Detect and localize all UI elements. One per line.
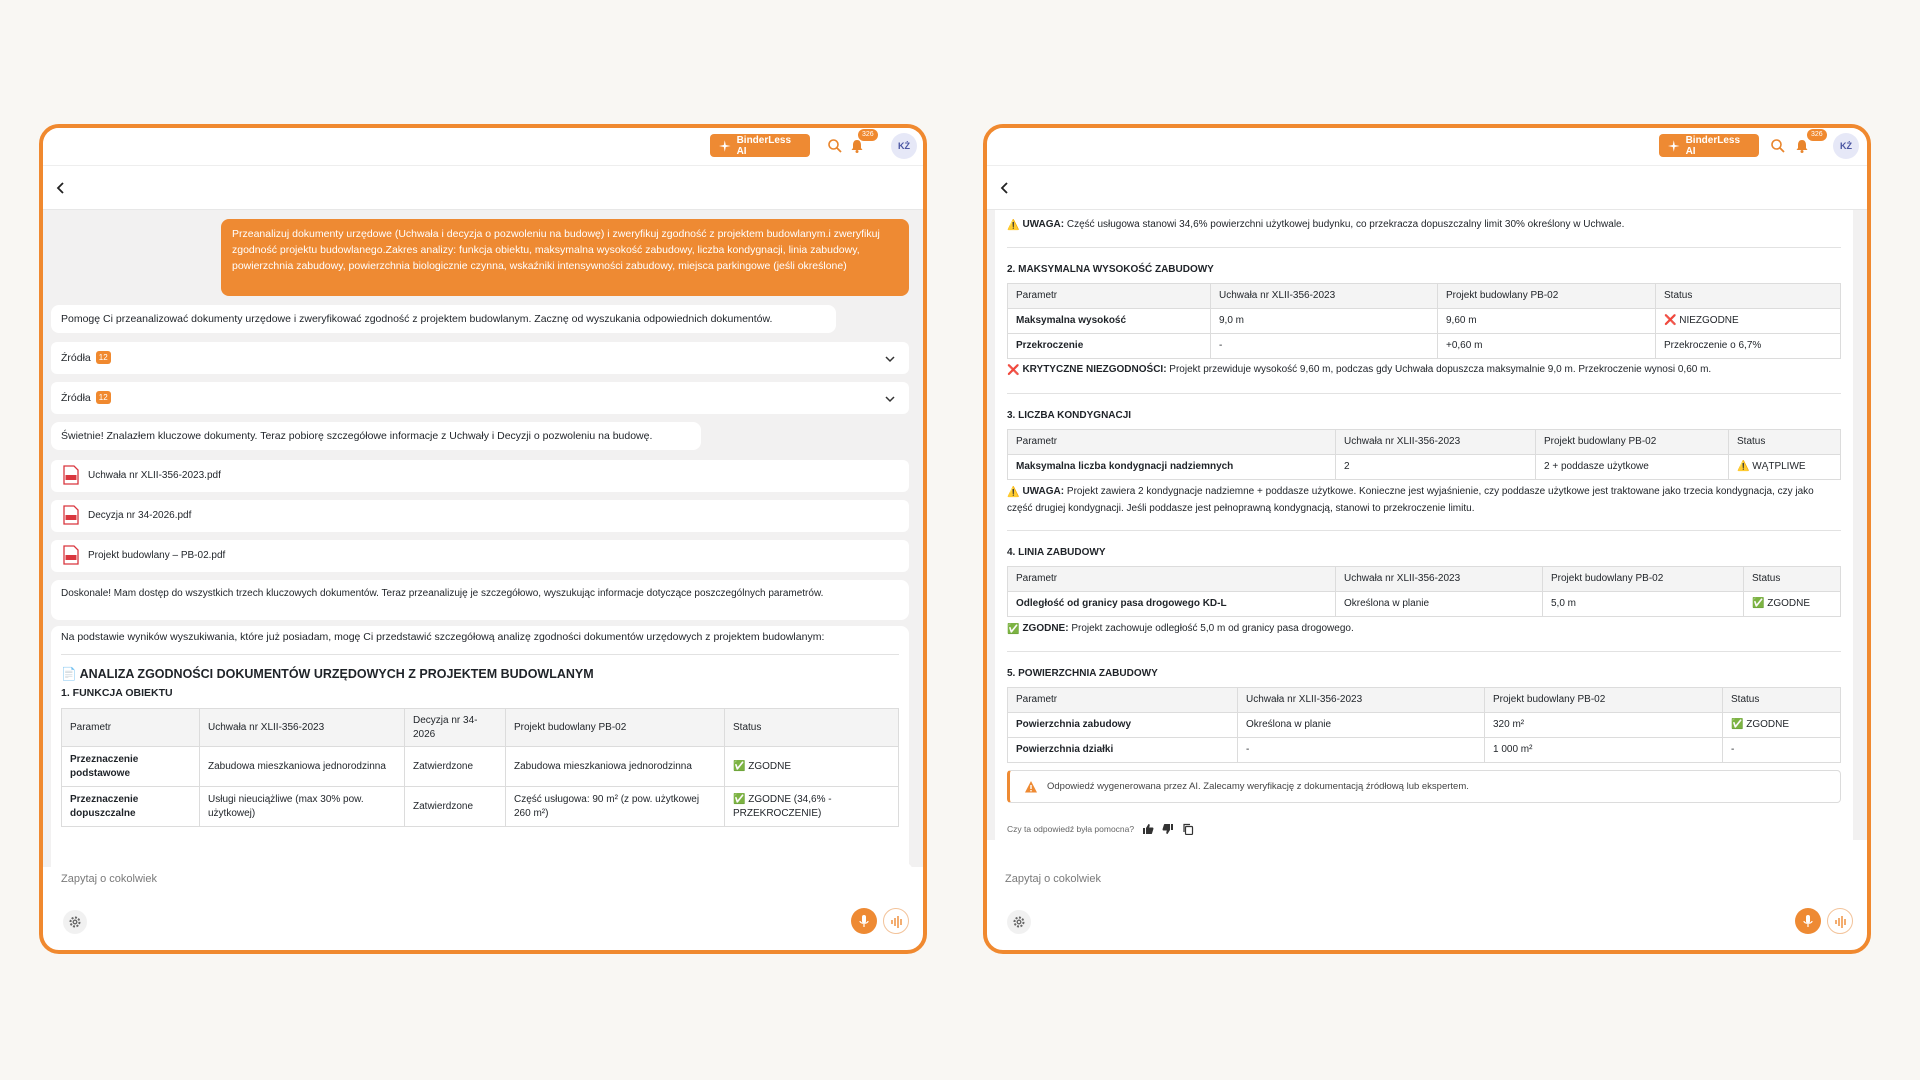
table-cell: Część usługowa: 90 m² (z pow. użytkowej 260 m²)	[506, 787, 725, 827]
table-cell: Zatwierdzone	[405, 787, 506, 827]
warning-icon: ⚠️	[1007, 487, 1020, 498]
sources-count-badge: 12	[96, 391, 111, 404]
divider	[1007, 247, 1841, 248]
settings-button[interactable]	[63, 910, 87, 934]
ai-disclaimer-text: Odpowiedź wygenerowana przez AI. Zalecamy weryfikację z dokumentacją źródłową lub ekspertem.	[1047, 781, 1469, 792]
file-name: Uchwała nr XLII-356-2023.pdf	[88, 470, 221, 481]
table-header: Projekt budowlany PB-02	[1536, 430, 1729, 455]
table-header: Status	[1744, 567, 1841, 592]
section-heading: 1. FUNKCJA OBIEKTU	[61, 687, 173, 699]
composer-input[interactable]: Zapytaj o cokolwiek	[1005, 873, 1101, 885]
analysis-message	[51, 626, 909, 867]
pdf-file-icon	[63, 545, 79, 565]
table-row	[62, 787, 899, 827]
settings-button[interactable]	[1007, 910, 1031, 934]
status-cell: Przekroczenie o 6,7%	[1656, 334, 1841, 359]
table-cell: -	[1211, 334, 1438, 359]
table-cell: 1 000 m²	[1485, 738, 1723, 763]
file-attachment[interactable]	[51, 540, 909, 572]
check-icon: ✅	[1007, 624, 1020, 635]
ok-note: ✅ ZGODNE: Projekt zachowuje odległość 5,0 m od granicy pasa drogowego.	[1007, 621, 1354, 638]
table-row	[1008, 713, 1841, 738]
cross-icon: ❌	[1007, 365, 1020, 376]
file-name: Decyzja nr 34-2026.pdf	[88, 510, 192, 521]
table-row	[1008, 334, 1841, 359]
divider	[1007, 393, 1841, 394]
table-header: Status	[1656, 284, 1841, 309]
table-cell: Maksymalna wysokość	[1008, 309, 1211, 334]
back-arrow-icon[interactable]	[997, 180, 1013, 196]
table-row	[1008, 309, 1841, 334]
chat-thread	[987, 210, 1867, 840]
section-heading: 3. LICZBA KONDYGNACJI	[1007, 410, 1132, 421]
composer-input[interactable]: Zapytaj o cokolwiek	[61, 873, 157, 885]
status-cell: ⚠️ WĄTPLIWE	[1729, 455, 1841, 480]
table-header: Status	[725, 709, 899, 747]
back-arrow-icon[interactable]	[53, 180, 69, 196]
search-icon[interactable]	[827, 138, 843, 154]
file-attachment[interactable]	[51, 460, 909, 492]
assistant-message: Świetnie! Znalazłem kluczowe dokumenty. Teraz pobiorę szczegółowe informacje z Uchwały i Decyzji o pozwoleniu na budowę.	[51, 422, 701, 450]
divider	[1007, 651, 1841, 652]
message-composer[interactable]	[997, 862, 1857, 942]
warning-triangle-icon	[1024, 780, 1038, 794]
warning-note: ⚠️ UWAGA: Projekt zawiera 2 kondygnacje nadziemne + poddasze użytkowe. Konieczne jest wyjaśnienie, czy poddasze użytkowe jest traktowane jako trzecia kondygnacja, czy jako część drugiej kondygnacji. Jeśli poddasze jest pełnoprawną kondygnacją, stanowi to przekroczenie limitu.	[1007, 486, 1814, 514]
table-header: Uchwała nr XLII-356-2023	[1238, 688, 1485, 713]
status-cell: ✅ ZGODNE	[725, 747, 899, 787]
table-cell: +0,60 m	[1438, 334, 1656, 359]
microphone-icon	[1801, 914, 1815, 928]
status-cell: ❌ NIEZGODNE	[1656, 309, 1841, 334]
binderless-ai-button[interactable]	[710, 134, 810, 157]
table-cell: 320 m²	[1485, 713, 1723, 738]
gear-icon	[68, 915, 82, 929]
message-composer[interactable]	[53, 862, 913, 942]
table-cell: 5,0 m	[1543, 592, 1744, 617]
notification-count-badge: 326	[858, 129, 878, 141]
avatar[interactable]: KŻ	[891, 133, 917, 159]
sub-bar	[43, 166, 923, 210]
status-cell: ✅ ZGODNE	[1723, 713, 1841, 738]
table-cell: Usługi nieuciążliwe (max 30% pow. użytkowej)	[200, 787, 405, 827]
building-area-table	[1007, 687, 1841, 763]
analysis-intro: Na podstawie wyników wyszukiwania, które już posiadam, mogę Ci przedstawić szczegółową analizę zgodności dokumentów urzędowych z projektem budowlanym:	[61, 631, 825, 643]
table-header: Parametr	[1008, 567, 1336, 592]
bell-icon[interactable]	[1794, 138, 1810, 154]
feedback-bar	[1007, 823, 1194, 835]
microphone-button[interactable]	[1795, 908, 1821, 934]
table-cell: Zatwierdzone	[405, 747, 506, 787]
table-row	[62, 747, 899, 787]
sources-accordion[interactable]	[51, 342, 909, 374]
storeys-table	[1007, 429, 1841, 480]
copy-icon[interactable]	[1182, 823, 1194, 835]
section-heading: 4. LINIA ZABUDOWY	[1007, 547, 1106, 558]
chevron-down-icon[interactable]	[883, 392, 897, 406]
table-cell: Przeznaczenie podstawowe	[62, 747, 200, 787]
warning-icon: ⚠️	[1007, 220, 1020, 231]
table-cell: Przeznaczenie dopuszczalne	[62, 787, 200, 827]
section-heading: 2. MAKSYMALNA WYSOKOŚĆ ZABUDOWY	[1007, 264, 1214, 275]
table-header: Parametr	[62, 709, 200, 747]
sources-label: Źródła 12	[61, 391, 111, 404]
table-header: Uchwała nr XLII-356-2023	[200, 709, 405, 747]
assistant-message: Pomogę Ci przeanalizować dokumenty urzędowe i zweryfikować zgodność z projektem budowlanym. Zacznę od wyszukania odpowiednich dokumentów.	[51, 305, 836, 333]
sources-count-badge: 12	[96, 351, 111, 364]
table-header: Status	[1723, 688, 1841, 713]
table-row	[1008, 592, 1841, 617]
voice-mode-button[interactable]	[1827, 908, 1853, 934]
table-cell: Maksymalna liczba kondygnacji nadziemnych	[1008, 455, 1336, 480]
top-bar	[987, 128, 1867, 166]
table-cell: 9,0 m	[1211, 309, 1438, 334]
table-header: Uchwała nr XLII-356-2023	[1336, 567, 1543, 592]
building-line-table	[1007, 566, 1841, 617]
table-cell: Określona w planie	[1238, 713, 1485, 738]
divider	[61, 654, 899, 655]
microphone-icon	[857, 914, 871, 928]
file-attachment[interactable]	[51, 500, 909, 532]
table-cell: Przekroczenie	[1008, 334, 1211, 359]
table-header: Projekt budowlany PB-02	[506, 709, 725, 747]
table-cell: 2	[1336, 455, 1536, 480]
assistant-message: Doskonale! Mam dostęp do wszystkich trzech kluczowych dokumentów. Teraz przeanalizuję je szczegółowo, wyszukując informacje dotyczące poszczególnych parametrów.	[51, 580, 909, 620]
file-name: Projekt budowlany – PB-02.pdf	[88, 550, 226, 561]
voice-mode-button[interactable]	[883, 908, 909, 934]
table-header: Uchwała nr XLII-356-2023	[1336, 430, 1536, 455]
section-heading: 5. POWIERZCHNIA ZABUDOWY	[1007, 668, 1158, 679]
sources-accordion[interactable]	[51, 382, 909, 414]
table-cell: -	[1238, 738, 1485, 763]
feedback-question: Czy ta odpowiedź była pomocna?	[1007, 824, 1135, 834]
table-cell: Określona w planie	[1336, 592, 1543, 617]
pdf-file-icon	[63, 505, 79, 525]
critical-note: ❌ KRYTYCZNE NIEZGODNOŚCI: Projekt przewiduje wysokość 9,60 m, podczas gdy Uchwała dopuszcza maksymalnie 9,0 m. Przekroczenie wynosi 0,60 m.	[1007, 362, 1711, 379]
table-cell: 9,60 m	[1438, 309, 1656, 334]
chat-panel-right	[983, 124, 1871, 954]
user-message: Przeanalizuj dokumenty urzędowe (Uchwała i decyzja o pozwoleniu na budowę) i zweryfikuj zgodność z projektem budowlanym.i zweryfikuj zgodność projektu budowlanego.Zakres analizy: funkcja obiektu, maksymalna wysokość zabudowy, liczba kondygnacji, linia zabudowy, powierzchnia zabudowy, powierzchnia biologicznie czynna, wskaźniki intensywności zabudowy, miejsca parkingowe (jeśli określone)	[221, 219, 909, 296]
binderless-ai-button[interactable]	[1659, 134, 1759, 157]
status-cell: ✅ ZGODNE (34,6% - PRZEKROCZENIE)	[725, 787, 899, 827]
table-cell: Odległość od granicy pasa drogowego KD-L	[1008, 592, 1336, 617]
avatar[interactable]: KŻ	[1833, 133, 1859, 159]
sources-label: Źródła 12	[61, 351, 111, 364]
table-header: Projekt budowlany PB-02	[1438, 284, 1656, 309]
thumbs-up-icon[interactable]	[1142, 823, 1154, 835]
table-header: Projekt budowlany PB-02	[1543, 567, 1744, 592]
thumbs-down-icon[interactable]	[1162, 823, 1174, 835]
table-cell: Powierzchnia działki	[1008, 738, 1238, 763]
audio-wave-icon	[1834, 915, 1848, 929]
divider	[1007, 530, 1841, 531]
search-icon[interactable]	[1770, 138, 1786, 154]
table-header: Projekt budowlany PB-02	[1485, 688, 1723, 713]
binderless-ai-label: BinderLess AI	[1685, 134, 1741, 157]
top-bar	[43, 128, 923, 166]
chat-panel-left	[39, 124, 927, 954]
table-row	[1008, 738, 1841, 763]
height-table	[1007, 283, 1841, 359]
table-cell: Zabudowa mieszkaniowa jednorodzinna	[506, 747, 725, 787]
pdf-file-icon	[63, 465, 79, 485]
function-table	[61, 708, 899, 827]
notification-count-badge: 326	[1807, 129, 1827, 141]
binderless-ai-label: BinderLess AI	[736, 134, 792, 157]
warning-note: ⚠️ UWAGA: Część usługowa stanowi 34,6% powierzchni użytkowej budynku, co przekracza dopuszczalny limit 30% określony w Uchwale.	[1007, 217, 1624, 234]
table-cell: Powierzchnia zabudowy	[1008, 713, 1238, 738]
table-header: Status	[1729, 430, 1841, 455]
table-header: Parametr	[1008, 284, 1211, 309]
table-header: Decyzja nr 34-2026	[405, 709, 506, 747]
table-row	[1008, 455, 1841, 480]
table-header: Parametr	[1008, 430, 1336, 455]
table-header: Parametr	[1008, 688, 1238, 713]
sparkle-icon	[719, 140, 731, 152]
sparkle-icon	[1668, 140, 1680, 152]
gear-icon	[1012, 915, 1026, 929]
chevron-down-icon[interactable]	[883, 352, 897, 366]
audio-wave-icon	[890, 915, 904, 929]
status-cell: -	[1723, 738, 1841, 763]
chat-thread	[43, 210, 923, 867]
analysis-title: 📄 ANALIZA ZGODNOŚCI DOKUMENTÓW URZĘDOWYCH Z PROJEKTEM BUDOWLANYM	[61, 667, 594, 681]
status-cell: ✅ ZGODNE	[1744, 592, 1841, 617]
microphone-button[interactable]	[851, 908, 877, 934]
table-cell: 2 + poddasze użytkowe	[1536, 455, 1729, 480]
table-cell: Zabudowa mieszkaniowa jednorodzinna	[200, 747, 405, 787]
sub-bar	[987, 166, 1867, 210]
table-header: Uchwała nr XLII-356-2023	[1211, 284, 1438, 309]
ai-disclaimer	[1007, 770, 1841, 803]
analysis-message	[995, 210, 1853, 840]
